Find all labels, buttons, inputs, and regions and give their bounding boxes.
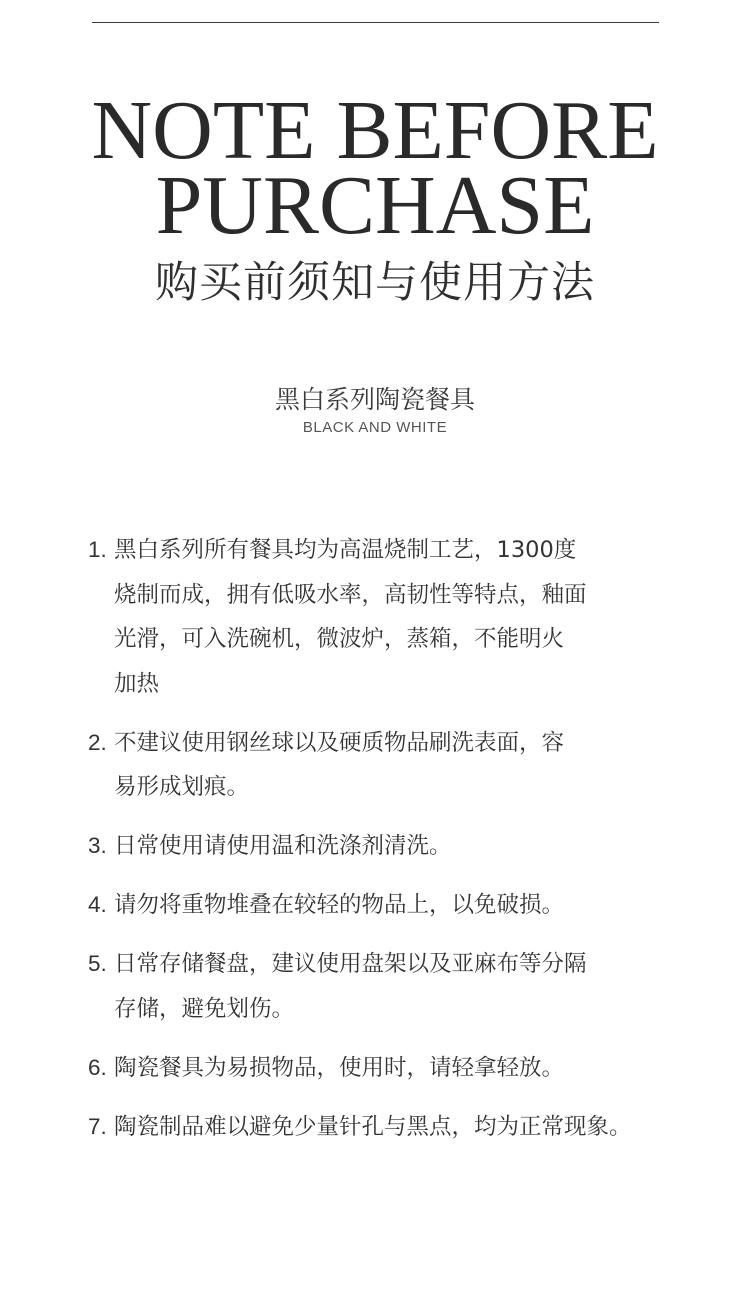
note-item <box>88 883 728 928</box>
note-line: 日常使用请使用温和洗涤剂清洗。 <box>114 833 452 859</box>
note-item <box>88 942 728 1031</box>
section-title-chinese: 黑白系列陶瓷餐具 <box>274 385 475 414</box>
note-number: 5. <box>88 951 107 976</box>
note-line: 日常存储餐盘，建议使用盘架以及亚麻布等分隔 <box>114 951 587 977</box>
note-number: 1. <box>88 537 107 562</box>
page-title-line-2: PURCHASE <box>155 159 595 252</box>
notes-list <box>88 528 728 1149</box>
section-title-english: BLACK AND WHITE <box>302 419 448 436</box>
note-number: 2. <box>88 729 107 755</box>
page-title-chinese: 购买前须知与使用方法 <box>155 258 595 308</box>
note-number: 4. <box>88 892 107 917</box>
note-item <box>88 1105 728 1150</box>
note-text <box>114 824 728 869</box>
note-text <box>114 721 728 810</box>
note-text <box>114 528 728 706</box>
note-number: 3. <box>88 833 107 858</box>
note-item <box>88 721 728 810</box>
note-item <box>88 1046 728 1091</box>
note-line: 光滑，可入洗碗机，微波炉，蒸箱，不能明火 <box>114 626 565 652</box>
note-line: 陶瓷餐具为易损物品，使用时，请轻拿轻放。 <box>114 1054 565 1081</box>
note-line: 存储，避免划伤。 <box>114 995 295 1022</box>
note-line: 易形成划痕。 <box>114 774 250 800</box>
note-line: 不建议使用钢丝球以及硬质物品刷洗表面，容 <box>114 729 565 756</box>
note-number: 7. <box>88 1113 107 1139</box>
note-text <box>114 883 728 928</box>
note-line: 陶瓷制品难以避免少量针孔与黑点，均为正常现象。 <box>114 1113 632 1140</box>
top-divider <box>92 22 659 23</box>
note-text <box>114 942 728 1031</box>
note-text <box>114 1105 728 1150</box>
note-item <box>88 824 728 869</box>
note-number: 6. <box>88 1054 107 1080</box>
note-line: 烧制而成，拥有低吸水率，高韧性等特点，釉面 <box>114 581 587 608</box>
note-text <box>114 1046 728 1091</box>
note-line: 加热 <box>114 670 160 697</box>
note-line: 请勿将重物堆叠在较轻的物品上，以免破损。 <box>114 892 565 918</box>
note-line: 黑白系列所有餐具均为高温烧制工艺，1300度 <box>114 537 577 563</box>
page-title-line-1: NOTE BEFORE <box>91 84 659 177</box>
note-item <box>88 528 728 706</box>
